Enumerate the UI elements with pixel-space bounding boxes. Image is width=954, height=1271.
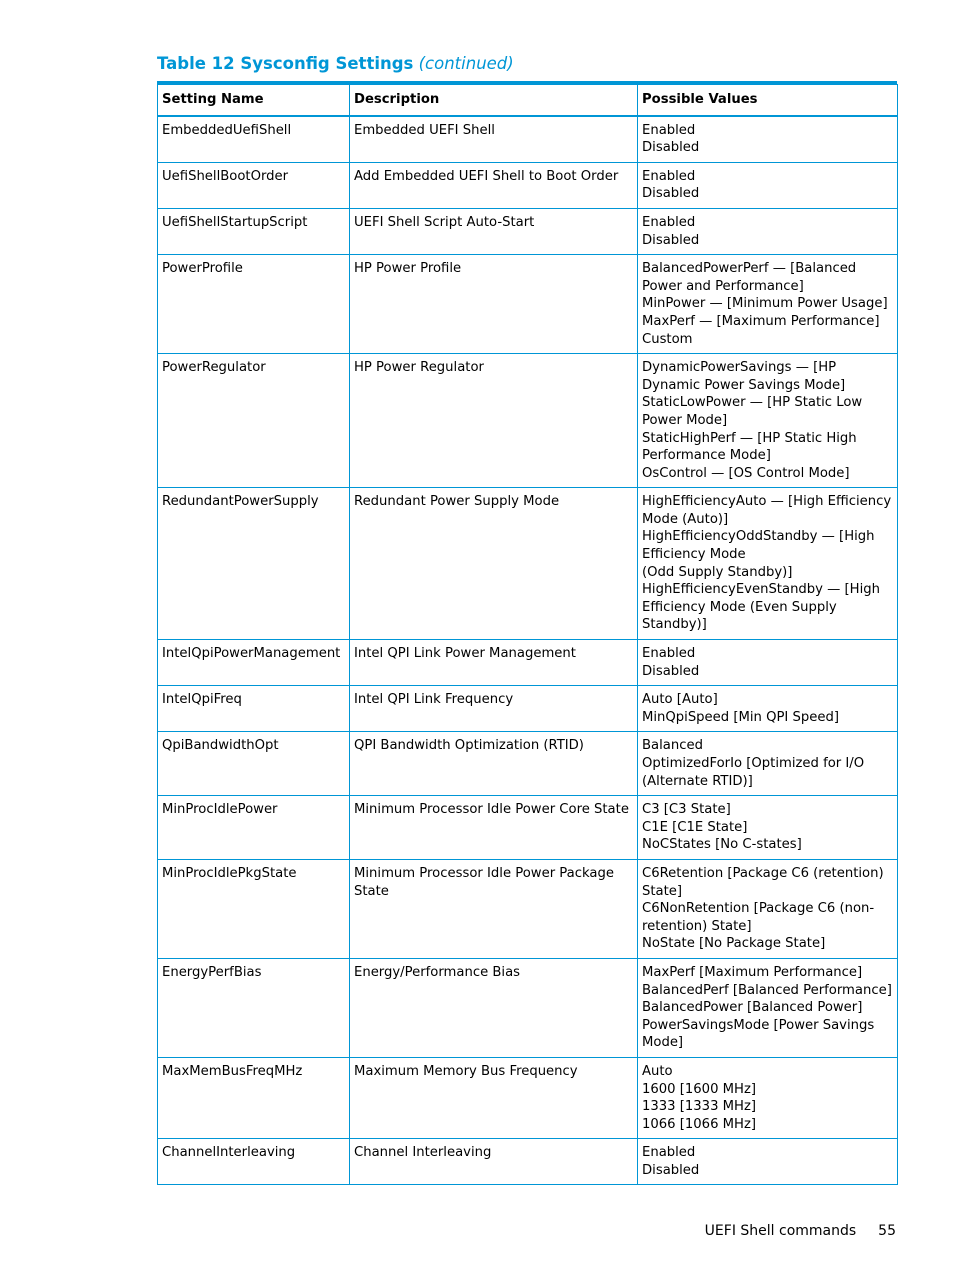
possible-values-cell: [638, 488, 898, 640]
description-cell: Maximum Memory Bus Frequency: [350, 1057, 638, 1138]
description-cell: QPI Bandwidth Optimization (RTID): [350, 732, 638, 796]
possible-value: MaxPerf — [Maximum Performance]: [642, 313, 880, 329]
possible-value: Custom: [642, 331, 693, 347]
footer-section-title: UEFI Shell commands: [704, 1223, 857, 1239]
setting-name-cell: UefiShellBootOrder: [158, 162, 350, 208]
possible-value: HighEfficiencyAuto — [High Efficiency Mode (Auto)]: [642, 494, 892, 527]
setting-name-cell: EmbeddedUefiShell: [158, 116, 350, 163]
table-row: [158, 162, 898, 208]
possible-values-cell: [638, 116, 898, 163]
setting-name-cell: PowerRegulator: [158, 354, 350, 488]
possible-value: NoCStates [No C-states]: [642, 837, 802, 853]
possible-value: StaticHighPerf — [HP Static High Performance Mode]: [642, 430, 857, 464]
possible-values-cell: [638, 1139, 898, 1185]
possible-value: MinQpiSpeed [Min QPI Speed]: [642, 709, 839, 725]
table-row: [158, 796, 898, 860]
setting-name-cell: MinProcIdlePower: [158, 796, 350, 860]
table-row: [158, 1057, 898, 1138]
possible-value: Disabled: [642, 186, 700, 202]
possible-values-cell: [638, 796, 898, 860]
description-cell: Intel QPI Link Frequency: [350, 686, 638, 732]
possible-value: Enabled: [642, 214, 696, 230]
possible-value: HighEfficiencyEvenStandby — [High Efficiency Mode (Even Supply Standby)]: [642, 582, 880, 633]
table-caption: [157, 54, 514, 73]
table-row: [158, 640, 898, 686]
possible-value: BalancedPower [Balanced Power]: [642, 1000, 863, 1016]
setting-name-cell: MinProcIdlePkgState: [158, 859, 350, 958]
possible-value: Disabled: [642, 1162, 700, 1178]
setting-name-cell: QpiBandwidthOpt: [158, 732, 350, 796]
table-row: [158, 116, 898, 163]
possible-value: Disabled: [642, 663, 700, 679]
possible-value: Disabled: [642, 232, 700, 248]
possible-value: OptimizedForIo [Optimized for I/O (Alternate RTID)]: [642, 756, 865, 789]
possible-value: Enabled: [642, 168, 696, 184]
column-header-description: Description: [350, 85, 638, 116]
setting-name-cell: EnergyPerfBias: [158, 958, 350, 1057]
column-header-possible-values: Possible Values: [638, 85, 898, 116]
possible-values-cell: [638, 859, 898, 958]
setting-name-cell: MaxMemBusFreqMHz: [158, 1057, 350, 1138]
description-cell: HP Power Profile: [350, 255, 638, 354]
possible-values-cell: [638, 208, 898, 254]
possible-value: BalancedPowerPerf — [Balanced Power and Performance]: [642, 261, 857, 294]
setting-name-cell: RedundantPowerSupply: [158, 488, 350, 640]
table-caption-suffix: (continued): [418, 54, 514, 73]
possible-value: Enabled: [642, 1145, 696, 1161]
description-cell: UEFI Shell Script Auto-Start: [350, 208, 638, 254]
description-cell: Intel QPI Link Power Management: [350, 640, 638, 686]
page-number: 55: [878, 1223, 896, 1239]
possible-value: Enabled: [642, 646, 696, 662]
possible-values-cell: [638, 958, 898, 1057]
possible-value: DynamicPowerSavings — [HP Dynamic Power Savings Mode]: [642, 360, 846, 393]
possible-values-cell: [638, 354, 898, 488]
possible-values-cell: [638, 162, 898, 208]
sysconfig-settings-table: [157, 84, 898, 1185]
possible-value: C6NonRetention [Package C6 (non-retention) State]: [642, 901, 875, 934]
table-row: [158, 1139, 898, 1185]
possible-value: BalancedPerf [Balanced Performance]: [642, 982, 892, 998]
table-row: [158, 732, 898, 796]
description-cell: HP Power Regulator: [350, 354, 638, 488]
possible-value: PowerSavingsMode [Power Savings Mode]: [642, 1017, 875, 1051]
possible-value: C1E [C1E State]: [642, 819, 748, 835]
table-row: [158, 208, 898, 254]
table-row: [158, 255, 898, 354]
setting-name-cell: IntelQpiPowerManagement: [158, 640, 350, 686]
possible-value: Auto [Auto]: [642, 692, 718, 708]
description-cell: Energy/Performance Bias: [350, 958, 638, 1057]
table-row: [158, 354, 898, 488]
setting-name-cell: UefiShellStartupScript: [158, 208, 350, 254]
setting-name-cell: PowerProfile: [158, 255, 350, 354]
possible-value: C3 [C3 State]: [642, 802, 731, 818]
possible-values-cell: [638, 732, 898, 796]
table-row: [158, 488, 898, 640]
description-cell: Minimum Processor Idle Power Core State: [350, 796, 638, 860]
table-row: [158, 859, 898, 958]
possible-value: Enabled: [642, 122, 696, 138]
possible-values-cell: [638, 686, 898, 732]
possible-value: 1600 [1600 MHz]: [642, 1081, 757, 1097]
table-row: [158, 958, 898, 1057]
description-cell: Minimum Processor Idle Power Package State: [350, 859, 638, 958]
setting-name-cell: ChannelInterleaving: [158, 1139, 350, 1185]
possible-value: 1066 [1066 MHz]: [642, 1116, 757, 1132]
description-cell: Add Embedded UEFI Shell to Boot Order: [350, 162, 638, 208]
possible-value: (Odd Supply Standby)]: [642, 564, 793, 580]
table-caption-label: Table 12 Sysconfig Settings: [157, 54, 414, 73]
possible-value: C6Retention [Package C6 (retention) State]: [642, 865, 884, 899]
setting-name-cell: IntelQpiFreq: [158, 686, 350, 732]
possible-value: 1333 [1333 MHz]: [642, 1099, 757, 1115]
possible-values-cell: [638, 255, 898, 354]
possible-value: MinPower — [Minimum Power Usage]: [642, 296, 888, 312]
possible-values-cell: [638, 1057, 898, 1138]
possible-value: MaxPerf [Maximum Performance]: [642, 964, 863, 980]
possible-values-cell: [638, 640, 898, 686]
description-cell: Redundant Power Supply Mode: [350, 488, 638, 640]
possible-value: Balanced: [642, 738, 703, 754]
possible-value: StaticLowPower — [HP Static Low Power Mode]: [642, 395, 863, 428]
possible-value: HighEfficiencyOddStandby — [High Efficiency Mode: [642, 529, 875, 563]
description-cell: Channel Interleaving: [350, 1139, 638, 1185]
table-header-row: [158, 85, 898, 116]
table-row: [158, 686, 898, 732]
description-cell: Embedded UEFI Shell: [350, 116, 638, 163]
possible-value: Auto: [642, 1063, 673, 1079]
column-header-setting-name: Setting Name: [158, 85, 350, 116]
possible-value: NoState [No Package State]: [642, 936, 826, 952]
page-footer: [705, 1223, 896, 1239]
possible-value: Disabled: [642, 140, 700, 156]
possible-value: OsControl — [OS Control Mode]: [642, 465, 850, 481]
